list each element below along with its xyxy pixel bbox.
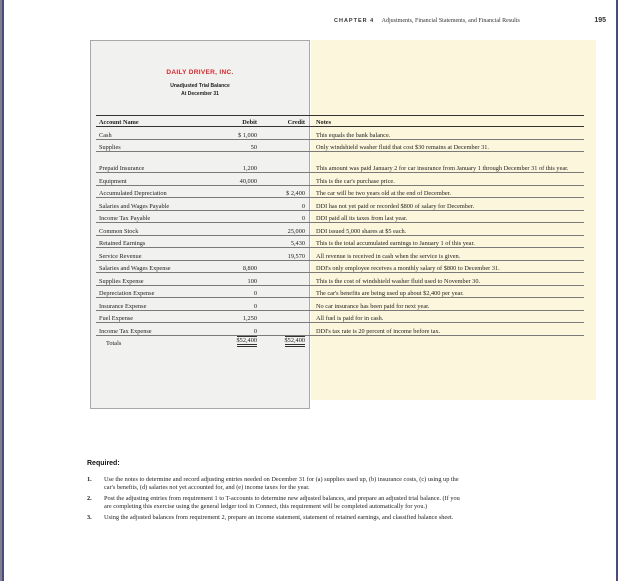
note-cell: The car will be two years old at the end of December. <box>311 185 584 198</box>
note-cell: DDI's only employee receives a monthly salary of $800 to December 31. <box>311 260 584 273</box>
requirement-item <box>87 476 467 492</box>
running-head <box>334 18 606 24</box>
table-row <box>96 273 584 286</box>
requirements-list <box>87 476 467 525</box>
table-row <box>96 173 584 186</box>
note-cell: DDI has not yet paid or recorded $800 of salary for December. <box>311 198 584 211</box>
note-cell: No car insurance has been paid for next year. <box>311 298 584 311</box>
table-row <box>96 310 584 323</box>
account-cell: Income Tax Expense <box>96 323 212 336</box>
note-cell: This amount was paid January 2 for car insurance from January 1 through December 31 of this year. <box>311 152 584 173</box>
table-row <box>96 285 584 298</box>
debit-cell: 40,000 <box>212 173 260 186</box>
note-cell: This is the car's purchase price. <box>311 173 584 186</box>
account-cell: Prepaid Insurance <box>96 152 212 173</box>
account-cell: Supplies <box>96 139 212 152</box>
company-name: DAILY DRIVER, INC. <box>166 69 234 76</box>
totals-credit-cell <box>260 335 311 347</box>
note-cell: DDI paid all its taxes from last year. <box>311 210 584 223</box>
credit-cell: 0 <box>260 210 311 223</box>
table-row <box>96 235 584 248</box>
requirement-item <box>87 495 467 511</box>
account-cell: Income Tax Payable <box>96 210 212 223</box>
account-column-header: Account Name <box>96 116 212 127</box>
account-cell: Equipment <box>96 173 212 186</box>
debit-cell <box>212 223 260 236</box>
debit-cell <box>212 198 260 211</box>
required-heading: Required: <box>87 460 120 467</box>
credit-cell <box>260 298 311 311</box>
credit-cell: 5,430 <box>260 235 311 248</box>
table-row <box>96 248 584 261</box>
debit-cell: 0 <box>212 298 260 311</box>
credit-cell <box>260 173 311 186</box>
account-cell: Retained Earnings <box>96 235 212 248</box>
chapter-title: Adjustments, Financial Statements, and Financial Results <box>381 18 520 24</box>
credit-cell: 0 <box>260 198 311 211</box>
trial-balance-subtitle: Unadjusted Trial Balance <box>170 83 230 89</box>
credit-column-header: Credit <box>260 116 311 127</box>
account-cell: Salaries and Wages Payable <box>96 198 212 211</box>
table-row <box>96 198 584 211</box>
account-cell: Supplies Expense <box>96 273 212 286</box>
account-cell: Service Revenue <box>96 248 212 261</box>
debit-cell: 8,800 <box>212 260 260 273</box>
note-cell: DDI's tax rate is 20 percent of income before tax. <box>311 323 584 336</box>
table-row <box>96 210 584 223</box>
credit-cell <box>260 273 311 286</box>
credit-cell: $ 2,400 <box>260 185 311 198</box>
debit-cell: 100 <box>212 273 260 286</box>
table-row <box>96 127 584 140</box>
account-cell: Depreciation Expense <box>96 285 212 298</box>
table-row <box>96 185 584 198</box>
notes-column-header: Notes <box>311 116 584 127</box>
note-cell: All revenue is received in cash when the service is given. <box>311 248 584 261</box>
trial-balance-table <box>96 115 584 347</box>
debit-cell: 1,200 <box>212 152 260 173</box>
totals-credit: $52,400 <box>285 336 305 347</box>
requirement-item <box>87 514 467 522</box>
note-cell: This is the total accumulated earnings to January 1 of this year. <box>311 235 584 248</box>
credit-cell <box>260 323 311 336</box>
trial-balance-date: At December 31 <box>181 91 219 97</box>
page-number: 195 <box>594 17 606 24</box>
totals-debit-cell <box>212 335 260 347</box>
table-row <box>96 139 584 152</box>
note-cell: This equals the bank balance. <box>311 127 584 140</box>
note-cell: All fuel is paid for in cash. <box>311 310 584 323</box>
debit-cell <box>212 248 260 261</box>
credit-cell <box>260 152 311 173</box>
credit-cell <box>260 260 311 273</box>
note-cell: This is the cost of windshield washer fluid used to November 30. <box>311 273 584 286</box>
credit-cell <box>260 310 311 323</box>
account-cell: Accumulated Depreciation <box>96 185 212 198</box>
totals-note-cell <box>311 335 584 347</box>
debit-cell: 0 <box>212 285 260 298</box>
debit-cell <box>212 210 260 223</box>
note-cell: The car's benefits are being used up about $2,400 per year. <box>311 285 584 298</box>
requirement-number: 3. <box>87 514 92 521</box>
note-cell: Only windshield washer fluid that cost $30 remains at December 31. <box>311 139 584 152</box>
credit-cell: 19,570 <box>260 248 311 261</box>
debit-cell: $ 1,000 <box>212 127 260 140</box>
account-cell: Salaries and Wages Expense <box>96 260 212 273</box>
requirement-text: Post the adjusting entries from requirement 1 to T-accounts to determine new adjusted balances, and prepare an adjusted trial balance. (If you are completing this exercise using the general ledger tool in Connect, this requirement will be completed automatically for you.) <box>104 495 460 510</box>
account-cell: Fuel Expense <box>96 310 212 323</box>
account-cell: Cash <box>96 127 212 140</box>
table-row <box>96 223 584 236</box>
debit-cell: 50 <box>212 139 260 152</box>
totals-label: Totals <box>106 340 122 347</box>
totals-row <box>96 335 584 347</box>
credit-cell <box>260 139 311 152</box>
chapter-label: CHAPTER 4 <box>334 18 375 24</box>
table-header-row <box>96 116 584 127</box>
debit-cell <box>212 185 260 198</box>
debit-column-header: Debit <box>212 116 260 127</box>
table-row <box>96 152 584 173</box>
credit-cell <box>260 285 311 298</box>
requirement-number: 2. <box>87 495 92 502</box>
account-cell: Insurance Expense <box>96 298 212 311</box>
debit-cell <box>212 235 260 248</box>
table-row <box>96 298 584 311</box>
debit-cell: 1,250 <box>212 310 260 323</box>
credit-cell <box>260 127 311 140</box>
note-cell: DDI issued 5,000 shares at $5 each. <box>311 223 584 236</box>
table-row <box>96 260 584 273</box>
requirement-number: 1. <box>87 476 92 483</box>
credit-cell: 25,000 <box>260 223 311 236</box>
table-row <box>96 323 584 336</box>
requirement-text: Using the adjusted balances from requirement 2, prepare an income statement, statement of retained earnings, and classified balance sheet. <box>104 514 454 521</box>
totals-debit: $52,400 <box>237 336 257 347</box>
requirement-text: Use the notes to determine and record adjusting entries needed on December 31 for (a) supplies used up, (b) insurance costs, (c) using up the car's benefits, (d) salaries not yet accounted for, and (e) income taxes for the year. <box>104 476 459 491</box>
debit-cell: 0 <box>212 323 260 336</box>
textbook-page <box>2 0 618 581</box>
account-cell: Common Stock <box>96 223 212 236</box>
